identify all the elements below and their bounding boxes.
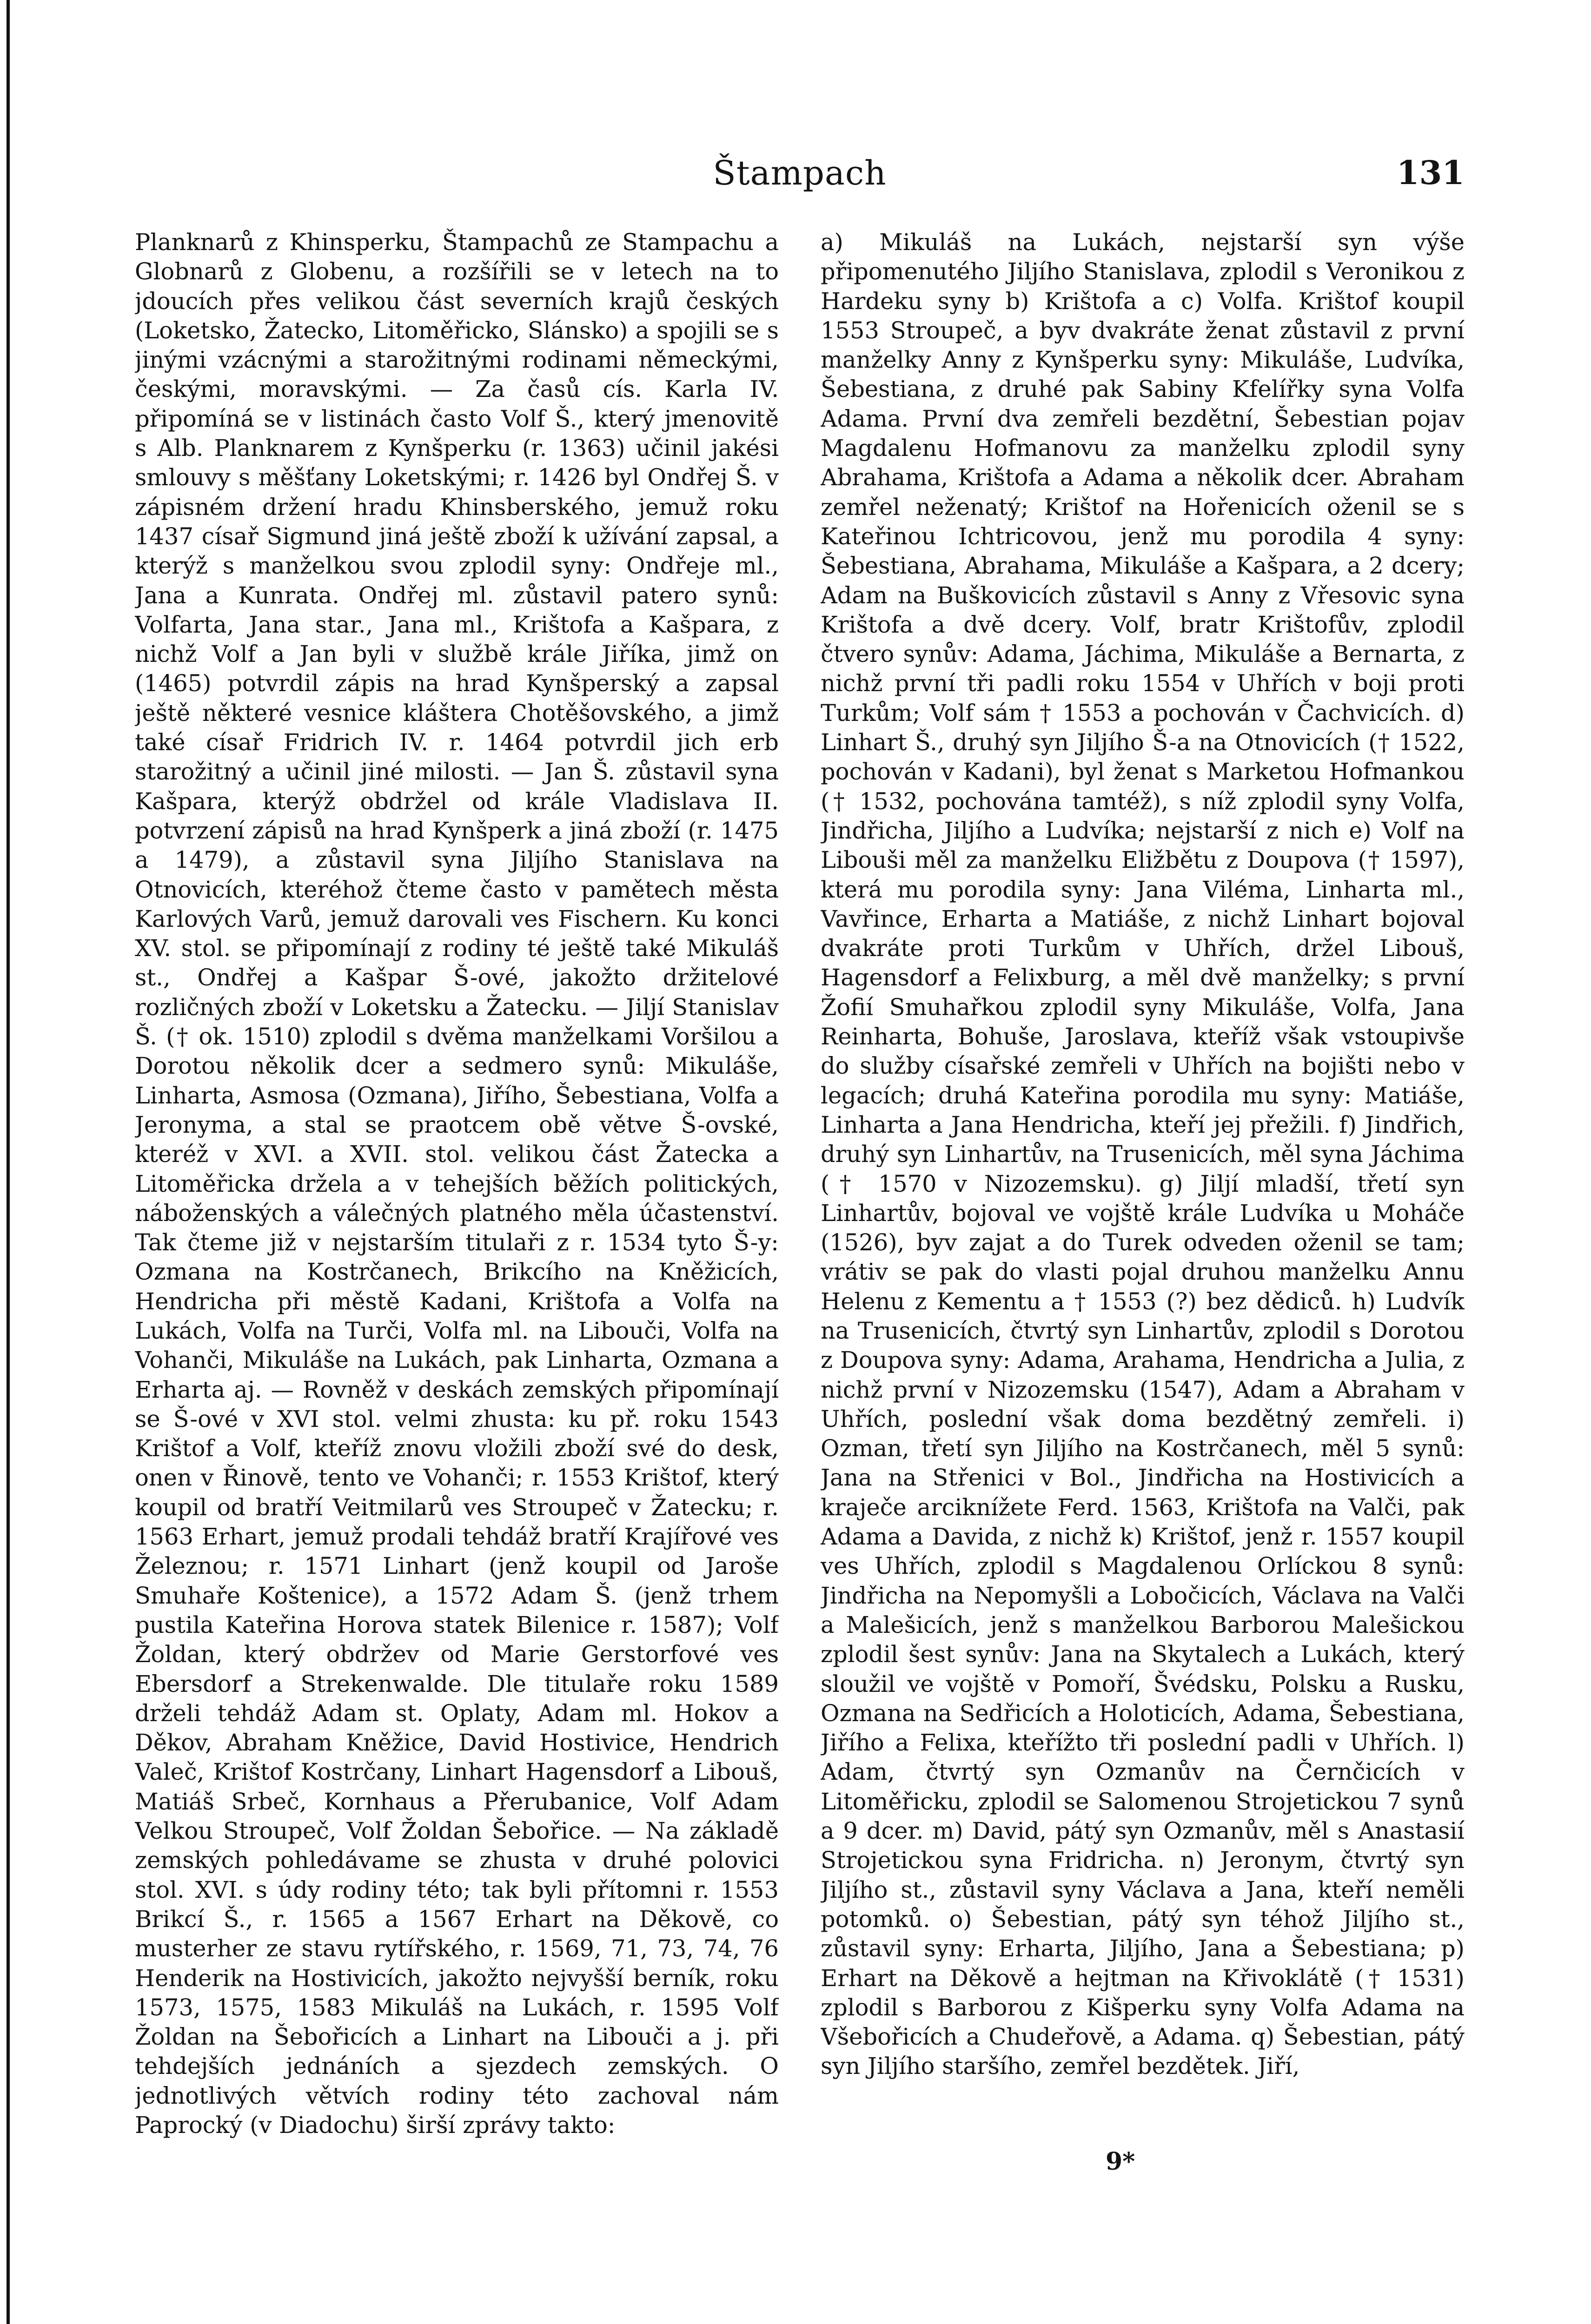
page-edge-line: [7, 0, 10, 2324]
page-header: [135, 153, 1465, 205]
right-column: [821, 228, 1465, 2254]
running-head: Štampach: [713, 153, 887, 192]
left-column-text: Planknarů z Khinsperku, Štampachů ze Stampachu a Globnarů z Globenu, a rozšířili se v letech na to jdoucích přes velikou část severních krajů českých (Loketsko, Žatecko, Litoměřicko, Slánsko) a spojili se s jinými vzácnými a starožitnými rodinami německými, českými, moravskými. — Za časů cís. Karla IV. připomíná se v listinách často Volf Š., který jmenovitě s Alb. Planknarem z Kynšperku (r. 1363) učinil jakési smlouvy s měšťany Loketskými; r. 1426 byl Ondřej Š. v zápisném držení hradu Khinsberského, jemuž roku 1437 císař Sigmund jiná ještě zboží k užívání zapsal, a kterýž s manželkou svou zplodil syny: Ondřeje ml., Jana a Kunrata. Ondřej ml. zůstavil patero synů: Volfarta, Jana star., Jana ml., Krištofa a Kašpara, z nichž Volf a Jan byli v službě krále Jiříka, jimž on (1465) potvrdil zápis na hrad Kynšperský a zapsal ještě některé vesnice kláštera Chotěšovského, a jimž také císař Fridrich IV. r. 1464 potvrdil jich erb starožitný a učinil jiné milosti. — Jan Š. zůstavil syna Kašpara, kterýž obdržel od krále Vladislava II. potvrzení zápisů na hrad Kynšperk a jiná zboží (r. 1475 a 1479), a zůstavil syna Jiljího Stanislava na Otnovicích, kteréhož čteme často v pamětech města Karlových Varů, jemuž darovali ves Fischern. Ku konci XV. stol. se připomínají z rodiny té ještě také Mikuláš st., Ondřej a Kašpar Š-ové, jakožto držitelové rozličných zboží v Loketsku a Žatecku. — Jiljí Stanislav Š. († ok. 1510) zplodil s dvěma manželkami Voršilou a Dorotou několik dcer a sedmero synů: Mikuláše, Linharta, Asmosa (Ozmana), Jiřího, Šebestiana, Volfa a Jeronyma, a stal se praotcem obě větve Š-ovské, kteréž v XVI. a XVII. stol. velikou část Žatecka a Litoměřicka držela a v tehejších běžích politických, náboženských a válečných platného měla účastenství. Tak čteme již v nejstarším titulaři z r. 1534 tyto Š-y: Ozmana na Kostrčanech, Brikcího na Kněžicích, Hendricha při městě Kadani, Krištofa a Volfa na Lukách, Volfa na Turči, Volfa ml. na Libouči, Volfa na Vohanči, Mikuláše na Lukách, pak Linharta, Ozmana a Erharta aj. — Rovněž v deskách zemských připomínají se Š-ové v XVI stol. velmi zhusta: ku př. roku 1543 Krištof a Volf, kteříž znovu vložili zboží své do desk, onen v Řinově, tento ve Vohanči; r. 1553 Krištof, který koupil od bratří Veitmilarů ves Stroupeč v Žatecku; r. 1563 Erhart, jemuž prodali tehdáž bratří Krajířové ves Železnou; r. 1571 Linhart (jenž koupil od Jaroše Smuhaře Koštenice), a 1572 Adam Š. (jenž trhem pustila Kateřina Horova statek Bilenice r. 1587); Volf Žoldan, který obdržev od Marie Gerstorfové ves Ebersdorf a Strekenwalde. Dle titulaře roku 1589 drželi tehdáž Adam st. Oplaty, Adam ml. Hokov a Děkov, Abraham Kněžice, David Hostivice, Hendrich Valeč, Krištof Kostrčany, Linhart Hagensdorf a Libouš, Matiáš Srbeč, Kornhaus a Přerubanice, Volf Adam Velkou Stroupeč, Volf Žoldan Šebořice. — Na základě zemských pohledávame se zhusta v druhé polovici stol. XVI. s údy rodiny této; tak byli přítomni r. 1553 Brikcí Š., r. 1565 a 1567 Erhart na Děkově, co musterher ze stavu rytířského, r. 1569, 71, 73, 74, 76 Henderik na Hostivicích, jakožto nejvyšší berník, roku 1573, 1575, 1583 Mikuláš na Lukách, r. 1595 Volf Žoldan na Šebořicích a Linhart na Libouči a j. při tehdejších jednáních a sjezdech zemských. O jednotlivých větvích rodiny této zachoval nám Paprocký (v Diadochu) širší zprávy takto:: [135, 229, 779, 2139]
page-number: 131: [1396, 153, 1465, 192]
right-column-text: a) Mikuláš na Lukách, nejstarší syn výše připomenutého Jiljího Stanislava, zplodil s Veronikou z Hardeku syny b) Krištofa a c) Volfa. Krištof koupil 1553 Stroupeč, a byv dvakráte ženat zůstavil z první manželky Anny z Kynšperku syny: Mikuláše, Ludvíka, Šebestiana, z druhé pak Sabiny Kfelířky syna Volfa Adama. První dva zemřeli bezdětní, Šebestian pojav Magdalenu Hofmanovu za manželku zplodil syny Abrahama, Krištofa a Adama a několik dcer. Abraham zemřel neženatý; Krištof na Hořenicích oženil se s Kateřinou Ichtricovou, jenž mu porodila 4 syny: Šebestiana, Abrahama, Mikuláše a Kašpara, a 2 dcery; Adam na Buškovicích zůstavil s Anny z Vřesovic syna Krištofa a dvě dcery. Volf, bratr Krištofův, zplodil čtvero synův: Adama, Jáchima, Mikuláše a Bernarta, z nichž první tři padli roku 1554 v Uhřích v boji proti Turkům; Volf sám † 1553 a pochován v Čachvicích. d) Linhart Š., druhý syn Jiljího Š-a na Otnovicích († 1522, pochován v Kadani), byl ženat s Marketou Hofmankou († 1532, pochována tamtéž), s níž zplodil syny Volfa, Jindřicha, Jiljího a Ludvíka; nejstarší z nich e) Volf na Libouši měl za manželku Eližbětu z Doupova († 1597), která mu porodila syny: Jana Viléma, Linharta ml., Vavřince, Erharta a Matiáše, z nichž Linhart bojoval dvakráte proti Turkům v Uhřích, držel Libouš, Hagensdorf a Felixburg, a měl dvě manželky; s první Žofií Smuhařkou zplodil syny Mikuláše, Volfa, Jana Reinharta, Bohuše, Jaroslava, kteříž však vstoupivše do služby císařské zemřeli v Uhřích na bojišti nebo v legacích; druhá Kateřina porodila mu syny: Matiáše, Linharta a Jana Hendricha, kteří jej přežili. f) Jindřich, druhý syn Linhartův, na Trusenicích, měl syna Jáchima († 1570 v Nizozemsku). g) Jiljí mladší, třetí syn Linhartův, bojoval ve vojště krále Ludvíka u Moháče (1526), byv zajat a do Turek odveden oženil se tam; vrátiv se pak do vlasti pojal druhou manželku Annu Helenu z Kementu a † 1553 (?) bez dědiců. h) Ludvík na Trusenicích, čtvrtý syn Linhartův, zplodil s Dorotou z Doupova syny: Adama, Arahama, Hendricha a Julia, z nichž první v Nizozemsku (1547), Adam a Abraham v Uhřích, poslední však doma bezdětný zemřeli. i) Ozman, třetí syn Jiljího na Kostrčanech, měl 5 synů: Jana na Střenici v Bol., Jindřicha na Hostivicích a kraječe arciknížete Ferd. 1563, Krištofa na Valči, pak Adama a Davida, z nichž k) Krištof, jenž r. 1557 koupil ves Uhřích, zplodil s Magdalenou Orlíckou 8 synů: Jindřicha na Nepomyšli a Lobočicích, Václava na Valči a Malešicích, jenž s manželkou Barborou Malešickou zplodil šest synův: Jana na Skytalech a Lukách, který sloužil ve vojště v Pomoří, Švédsku, Polsku a Rusku, Ozmana na Sedřicích a Holoticích, Adama, Šebestiana, Jiřího a Felixa, kteřížto tři poslední padli v Uhřích. l) Adam, čtvrtý syn Ozmanův na Černčicích v Litoměřicku, zplodil se Salomenou Strojetickou 7 synů a 9 dcer. m) David, pátý syn Ozmanův, měl s Anastasií Strojetickou syna Fridricha. n) Jeronym, čtvrtý syn Jiljího st., zůstavil syny Václava a Jana, kteří neměli potomků. o) Šebestian, pátý syn téhož Jiljího st., zůstavil syny: Erharta, Jiljího, Jana a Šebestiana; p) Erhart na Děkově a hejtman na Křivoklátě († 1531) zplodil s Barborou z Kišperku syny Volfa Adama na Všebořicích a Chudeřově, a Adama. q) Šebestian, pátý syn Jiljího staršího, zemřel bezdětek. Jiří,: [821, 229, 1465, 2080]
dictionary-page: [135, 153, 1465, 2301]
left-column: [135, 228, 779, 2254]
printer-signature: 9*: [1106, 2147, 1135, 2176]
